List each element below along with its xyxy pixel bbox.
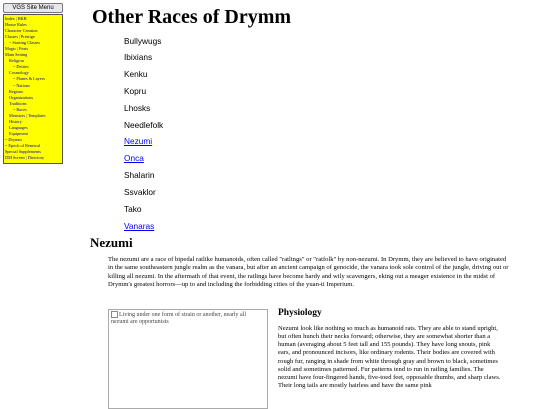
race-name: Ssvaklor: [124, 187, 156, 197]
menu-link[interactable]: Index: [5, 16, 15, 21]
menu-link[interactable]: ~ Races: [13, 106, 27, 112]
menu-link[interactable]: Feats: [19, 46, 29, 52]
menu-link[interactable]: BKB: [17, 16, 27, 21]
menu-link[interactable]: ~ Deities: [13, 64, 29, 70]
menu-link[interactable]: History: [9, 118, 22, 124]
race-link[interactable]: Onca: [124, 153, 144, 163]
menu-link[interactable]: Classes: [5, 34, 18, 40]
menu-link[interactable]: ~ Drymm: [5, 136, 22, 142]
menu-link[interactable]: Special Supplements: [5, 149, 41, 155]
race-item: [124, 103, 150, 113]
race-name: Needlefolk: [124, 120, 164, 130]
nezumi-heading: Nezumi: [90, 235, 133, 250]
race-item: [124, 86, 146, 96]
menu-separator: |: [14, 16, 18, 21]
race-name: Kenku: [124, 69, 148, 79]
race-item: [124, 170, 154, 180]
menu-link[interactable]: Languages: [9, 124, 28, 130]
menu-link[interactable]: Main Setting: [5, 52, 28, 58]
race-item: [124, 69, 148, 79]
menu-link[interactable]: House Rules: [5, 22, 27, 28]
race-name: Shalarin: [124, 170, 155, 180]
race-name: Bullywugs: [124, 36, 162, 46]
menu-link[interactable]: Organizations: [9, 94, 34, 100]
nezumi-image-alt: Living under one form of strain or another, nearly all nezumi are opportunists: [111, 311, 247, 326]
menu-separator: |: [24, 155, 28, 161]
menu-link[interactable]: Equipment: [9, 130, 28, 136]
race-item: [124, 120, 163, 130]
menu-link[interactable]: Directory: [27, 155, 45, 161]
menu-link[interactable]: Character Creation: [5, 28, 38, 34]
menu-link[interactable]: Magic: [5, 46, 16, 52]
race-name: Kopru: [124, 86, 147, 96]
menu-link[interactable]: ~ Epoch of Renewal: [5, 142, 41, 148]
menu-link[interactable]: ~ Nations: [13, 82, 30, 88]
site-menu-title: VGS Site Menu: [3, 3, 63, 13]
race-name: Tako: [124, 204, 142, 214]
race-item: [124, 204, 142, 214]
menu-link[interactable]: Religion: [9, 58, 24, 64]
race-link[interactable]: Nezumi: [124, 136, 153, 146]
race-name: Lhosks: [124, 103, 151, 113]
race-item[interactable]: [124, 221, 154, 231]
page-title: Other Races of Drymm: [92, 6, 292, 28]
menu-link[interactable]: Cosmology: [9, 70, 29, 76]
menu-link[interactable]: Templates: [27, 112, 46, 118]
race-item: [124, 187, 156, 197]
menu-separator: |: [25, 112, 28, 118]
nezumi-intro: The nezumi are a race of bipedal ratlike humanoids, often called "ratlings" or "ratfolk" by non-nezumi. In Drymm, they are believed to have originated in the same southeastern jungle realm as the vanara, but after an ancient campaign of genocide, the vanara took sole control of the jungle, driving out or killing all nezumi. In the aftermath of that event, the ratlings have become hardy and wily scavengers, eking out a meager existence in the midst of Drymm's greatest horrors—up to and including the forbidding cities of the yuan-ti Imperium.: [108, 256, 509, 289]
nezumi-image: [108, 309, 268, 409]
menu-link[interactable]: ~ Planes & Layers: [13, 76, 45, 82]
broken-image-icon: [111, 311, 118, 318]
menu-link[interactable]: Traditions: [9, 100, 27, 106]
menu-link[interactable]: ~ Starting Classes: [9, 40, 40, 46]
menu-separator: |: [15, 46, 19, 52]
race-item[interactable]: [124, 153, 144, 163]
menu-link[interactable]: Regions: [9, 88, 24, 94]
menu-link[interactable]: Prestige: [20, 34, 35, 40]
menu-separator: |: [17, 34, 21, 40]
menu-link[interactable]: Monsters: [9, 112, 25, 118]
race-link[interactable]: Vanaras: [124, 221, 155, 231]
race-item[interactable]: [124, 136, 152, 146]
race-name: Ibixians: [124, 52, 153, 62]
menu-link[interactable]: DM Screen: [5, 155, 25, 161]
physiology-heading: Physiology: [278, 308, 322, 318]
physiology-text: Nezumi look like nothing so much as humanoid rats. They are able to stand upright, but often hunch their necks forward; otherwise, they are somewhat shorter than a human (averaging about 5 feet tall and 155 pounds). They have long snouts, pink ears, and pronounced incisors, like ordinary rodents. Their bodies are covered with rough fur, ranging in shade from white through gray and brown to black, sometimes solid and sometimes patterned. Fur patterns tend to run in ratling families. The nezumi have four-fingered hands, five-toed feet, opposable thumbs, and sharp claws. Their long tails are mostly hairless and have the same pink: [278, 325, 501, 390]
race-item: [124, 36, 161, 46]
race-item: [124, 52, 152, 62]
